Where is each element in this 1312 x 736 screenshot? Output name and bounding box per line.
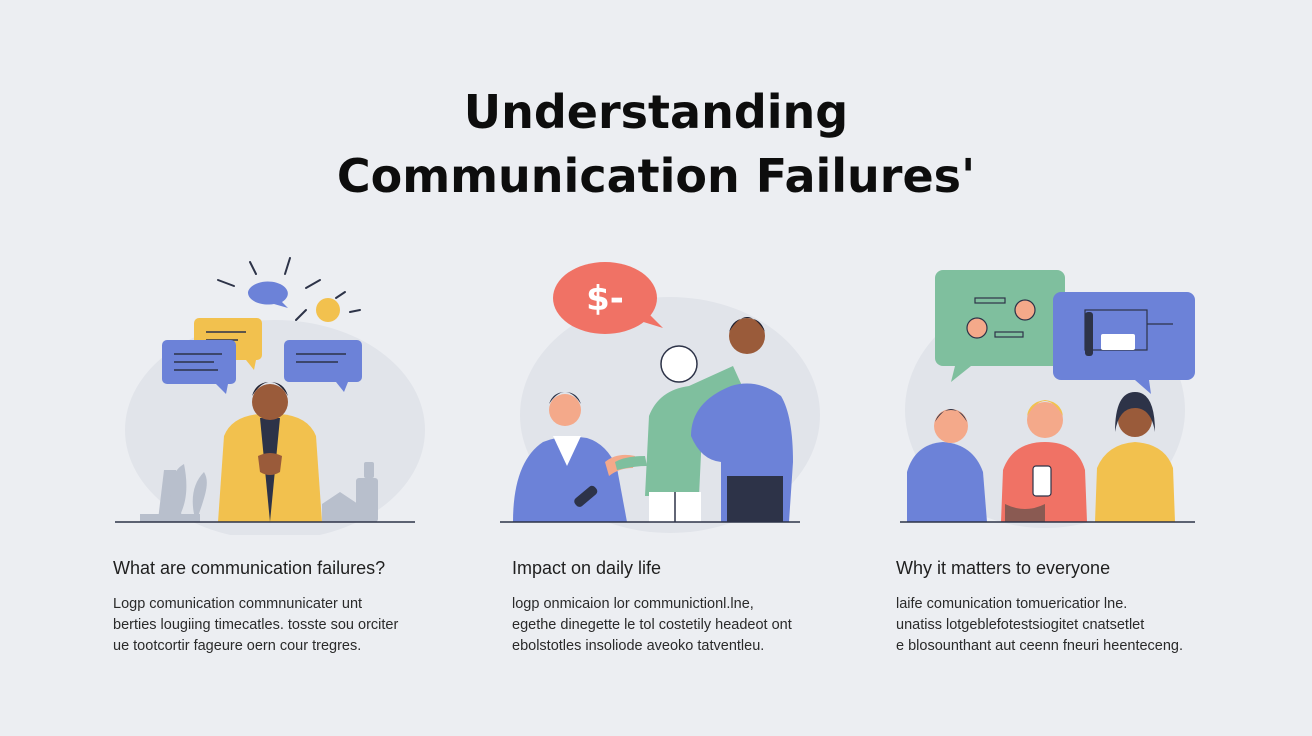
body-line: e blosounthant aut ceenn fneuri heenteceng.: [896, 638, 1184, 654]
speech-text: $-: [586, 279, 624, 319]
illustration-communication-failures: [110, 240, 440, 535]
message-screen-bubble-icon: [1053, 292, 1195, 394]
body-line: ebolstotles insoliode aveoko tatventleu.: [512, 638, 765, 654]
section-body-why-it-matters: [896, 594, 1226, 657]
illustration-daily-life-impact: [495, 240, 825, 535]
section-heading-why-it-matters: Why it matters to everyone: [896, 558, 1111, 578]
page-title: [0, 80, 1312, 208]
video-call-bubble-icon: [935, 270, 1065, 382]
body-line: logp onmicaion lor communictionl.lne,: [512, 596, 754, 612]
body-line: ue tootcortir fageure oern cour tregres.: [113, 638, 362, 654]
section-heading-communication-failures: What are communication failures?: [113, 558, 386, 578]
body-line: egethe dinegette le tol costetily headeot ont: [512, 617, 792, 633]
body-line: Logp comunication commnunicater unt: [113, 596, 363, 612]
title-line-2: Communication Failures': [336, 149, 976, 203]
title-line-1: Understanding: [463, 85, 849, 139]
section-heading-daily-life: Impact on daily life: [512, 558, 662, 578]
small-speech-bubble-icon: [248, 282, 288, 308]
section-body-daily-life: [512, 594, 842, 657]
section-body-communication-failures: [113, 594, 443, 657]
body-line: unatiss lotgeblefotestsiogitet cnatsetlet: [896, 617, 1145, 633]
body-line: berties lougiing timecatles. tosste sou orciter: [113, 617, 399, 633]
body-line: laife comunication tomuericatior lne.: [896, 596, 1128, 612]
illustration-why-it-matters: [895, 240, 1225, 535]
sun-icon: [316, 298, 340, 322]
